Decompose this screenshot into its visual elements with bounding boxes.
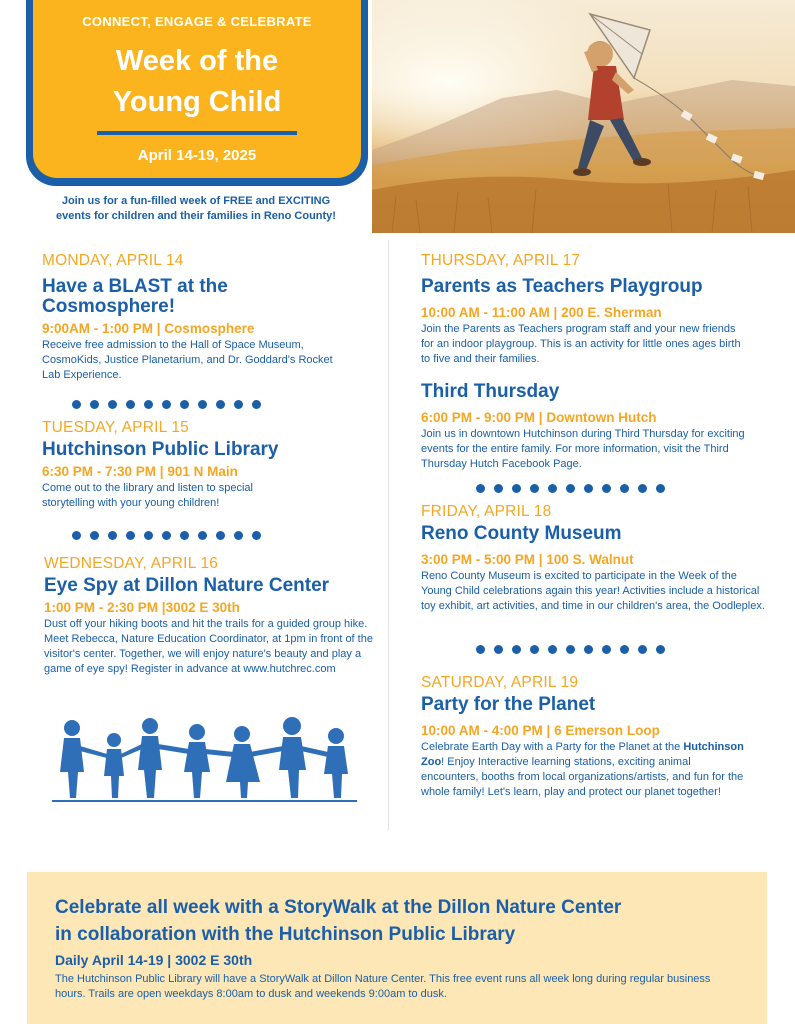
event-time-location: 10:00 AM - 11:00 AM | 200 E. Sherman	[421, 305, 662, 320]
separator-dot	[126, 400, 135, 409]
event-title-line1: Have a BLAST at the	[42, 276, 228, 297]
event-description	[421, 740, 751, 800]
event-description: Reno County Museum is excited to participate in the Week of the Young Child celebrations again this year! Activities include a historical toy exhibit, art activities, and time in our children's area, the Oodleplex.	[421, 570, 765, 612]
separator-dot	[216, 400, 225, 409]
separator-dot	[198, 400, 207, 409]
event-title: Reno County Museum	[421, 523, 622, 544]
separator-dot	[234, 400, 243, 409]
separator-dot	[548, 645, 557, 654]
event-day: WEDNESDAY, APRIL 16	[44, 555, 219, 572]
event-thursday	[421, 252, 766, 367]
separator-dot	[476, 645, 485, 654]
event-time-location: 6:00 PM - 9:00 PM | Downtown Hutch	[421, 410, 657, 425]
event-title: Party for the Planet	[421, 694, 596, 715]
separator-dot	[530, 484, 539, 493]
separator-dot	[108, 531, 117, 540]
separator-dot	[512, 645, 521, 654]
event-tuesday	[42, 419, 372, 511]
separator-dot	[234, 531, 243, 540]
event-title	[42, 277, 372, 317]
dot-separator	[476, 645, 665, 654]
column-divider	[388, 240, 389, 830]
event-description: Join us in downtown Hutchinson during Third Thursday for exciting events for the entire family. For more information, visit the Third Thursday Hutch Facebook Page.	[421, 428, 745, 470]
storywalk-title	[55, 894, 739, 948]
event-time-location: 10:00 AM - 4:00 PM | 6 Emerson Loop	[421, 723, 660, 738]
intro-text	[20, 194, 372, 224]
separator-dot	[494, 484, 503, 493]
header-badge-fill	[33, 0, 361, 178]
separator-dot	[180, 400, 189, 409]
page-title-line2: Young Child	[112, 86, 282, 118]
event-day: MONDAY, APRIL 14	[42, 252, 184, 269]
storywalk-banner	[27, 872, 767, 1024]
intro-line1: Join us for a fun-filled week of FREE and EXCITING	[61, 195, 331, 207]
event-day: TUESDAY, APRIL 15	[42, 419, 189, 436]
dot-separator	[72, 531, 261, 540]
zoo-name: Hutchinson Zoo	[421, 741, 744, 768]
child-with-kite-photo-icon	[372, 0, 795, 233]
event-time-location: 9:00AM - 1:00 PM | Cosmosphere	[42, 321, 255, 336]
separator-dot	[620, 484, 629, 493]
separator-dot	[584, 645, 593, 654]
separator-dot	[656, 484, 665, 493]
event-day: SATURDAY, APRIL 19	[421, 674, 579, 691]
children-holding-hands-silhouette-icon	[52, 716, 357, 802]
separator-dot	[620, 645, 629, 654]
page-title	[33, 41, 361, 123]
event-title: Eye Spy at Dillon Nature Center	[44, 575, 330, 596]
event-description: Receive free admission to the Hall of Space Museum, CosmoKids, Justice Planetarium, and Dr. Goddard's Rocket Lab Experience.	[42, 339, 333, 381]
separator-dot	[638, 645, 647, 654]
separator-dot	[602, 484, 611, 493]
event-title: Third Thursday	[421, 381, 560, 402]
separator-dot	[656, 645, 665, 654]
event-description: Come out to the library and listen to special storytelling with your young children!	[42, 482, 253, 509]
dot-separator	[476, 484, 665, 493]
separator-dot	[90, 531, 99, 540]
separator-dot	[252, 400, 261, 409]
separator-dot	[512, 484, 521, 493]
event-third-thursday	[421, 379, 766, 472]
event-title-line2: Cosmosphere!	[42, 296, 176, 317]
title-divider	[97, 131, 297, 135]
event-description-part2: ! Enjoy Interactive learning stations, exciting animal encounters, booths from local organizations/artists, and fun for the whole family! Let's learn, play and protect our planet together!	[421, 756, 744, 798]
separator-dot	[144, 531, 153, 540]
event-wednesday	[44, 555, 379, 677]
separator-dot	[566, 645, 575, 654]
separator-dot	[252, 531, 261, 540]
dot-separator	[72, 400, 261, 409]
header-kicker: CONNECT, ENGAGE & CELEBRATE	[82, 14, 312, 29]
storywalk-title-line2: in collaboration with the Hutchinson Public Library	[55, 924, 516, 945]
separator-dot	[476, 484, 485, 493]
event-description: Dust off your hiking boots and hit the trails for a guided group hike. Meet Rebecca, Nature Education Coordinator, at 1pm in front of the visitor's center. Together, we will enjoy nature's beauty and play a game of eye spy! Register in advance at www.hutchrec.com	[44, 618, 373, 675]
event-friday	[421, 503, 766, 614]
separator-dot	[602, 645, 611, 654]
separator-dot	[72, 400, 81, 409]
event-day: THURSDAY, APRIL 17	[421, 252, 581, 269]
event-description: Join the Parents as Teachers program staff and your new friends for an indoor playgroup. This is an activity for little ones ages birth to five and their families.	[421, 323, 741, 365]
separator-dot	[72, 531, 81, 540]
storywalk-title-line1: Celebrate all week with a StoryWalk at the Dillon Nature Center	[55, 897, 622, 918]
event-saturday	[421, 674, 766, 800]
event-title: Hutchinson Public Library	[42, 439, 279, 460]
separator-dot	[162, 531, 171, 540]
separator-dot	[530, 645, 539, 654]
separator-dot	[216, 531, 225, 540]
event-time-location: 3:00 PM - 5:00 PM | 100 S. Walnut	[421, 552, 634, 567]
separator-dot	[180, 531, 189, 540]
header-badge	[26, 0, 368, 186]
page-title-line1: Week of the	[115, 45, 279, 77]
event-monday	[42, 252, 372, 383]
separator-dot	[144, 400, 153, 409]
separator-dot	[584, 484, 593, 493]
header-dates: April 14-19, 2025	[137, 147, 257, 164]
storywalk-description: The Hutchinson Public Library will have a StoryWalk at Dillon Nature Center. This free event runs all week long during regular business hours. Trails are open weekdays 8:00am to dusk and weekends 9:00am to dusk.	[55, 973, 711, 1000]
separator-dot	[90, 400, 99, 409]
separator-dot	[162, 400, 171, 409]
event-title: Parents as Teachers Playgroup	[421, 276, 703, 297]
separator-dot	[638, 484, 647, 493]
event-time-location: 1:00 PM - 2:30 PM |3002 E 30th	[44, 600, 240, 615]
storywalk-time-location: Daily April 14-19 | 3002 E 30th	[55, 952, 253, 968]
event-time-location: 6:30 PM - 7:30 PM | 901 N Main	[42, 464, 238, 479]
separator-dot	[108, 400, 117, 409]
separator-dot	[494, 645, 503, 654]
event-day: FRIDAY, APRIL 18	[421, 503, 552, 520]
intro-line2: events for children and their families in Reno County!	[56, 210, 336, 222]
separator-dot	[566, 484, 575, 493]
hero-photo	[372, 0, 795, 233]
separator-dot	[126, 531, 135, 540]
separator-dot	[548, 484, 557, 493]
event-description-part1: Celebrate Earth Day with a Party for the Planet at the	[421, 741, 684, 753]
separator-dot	[198, 531, 207, 540]
